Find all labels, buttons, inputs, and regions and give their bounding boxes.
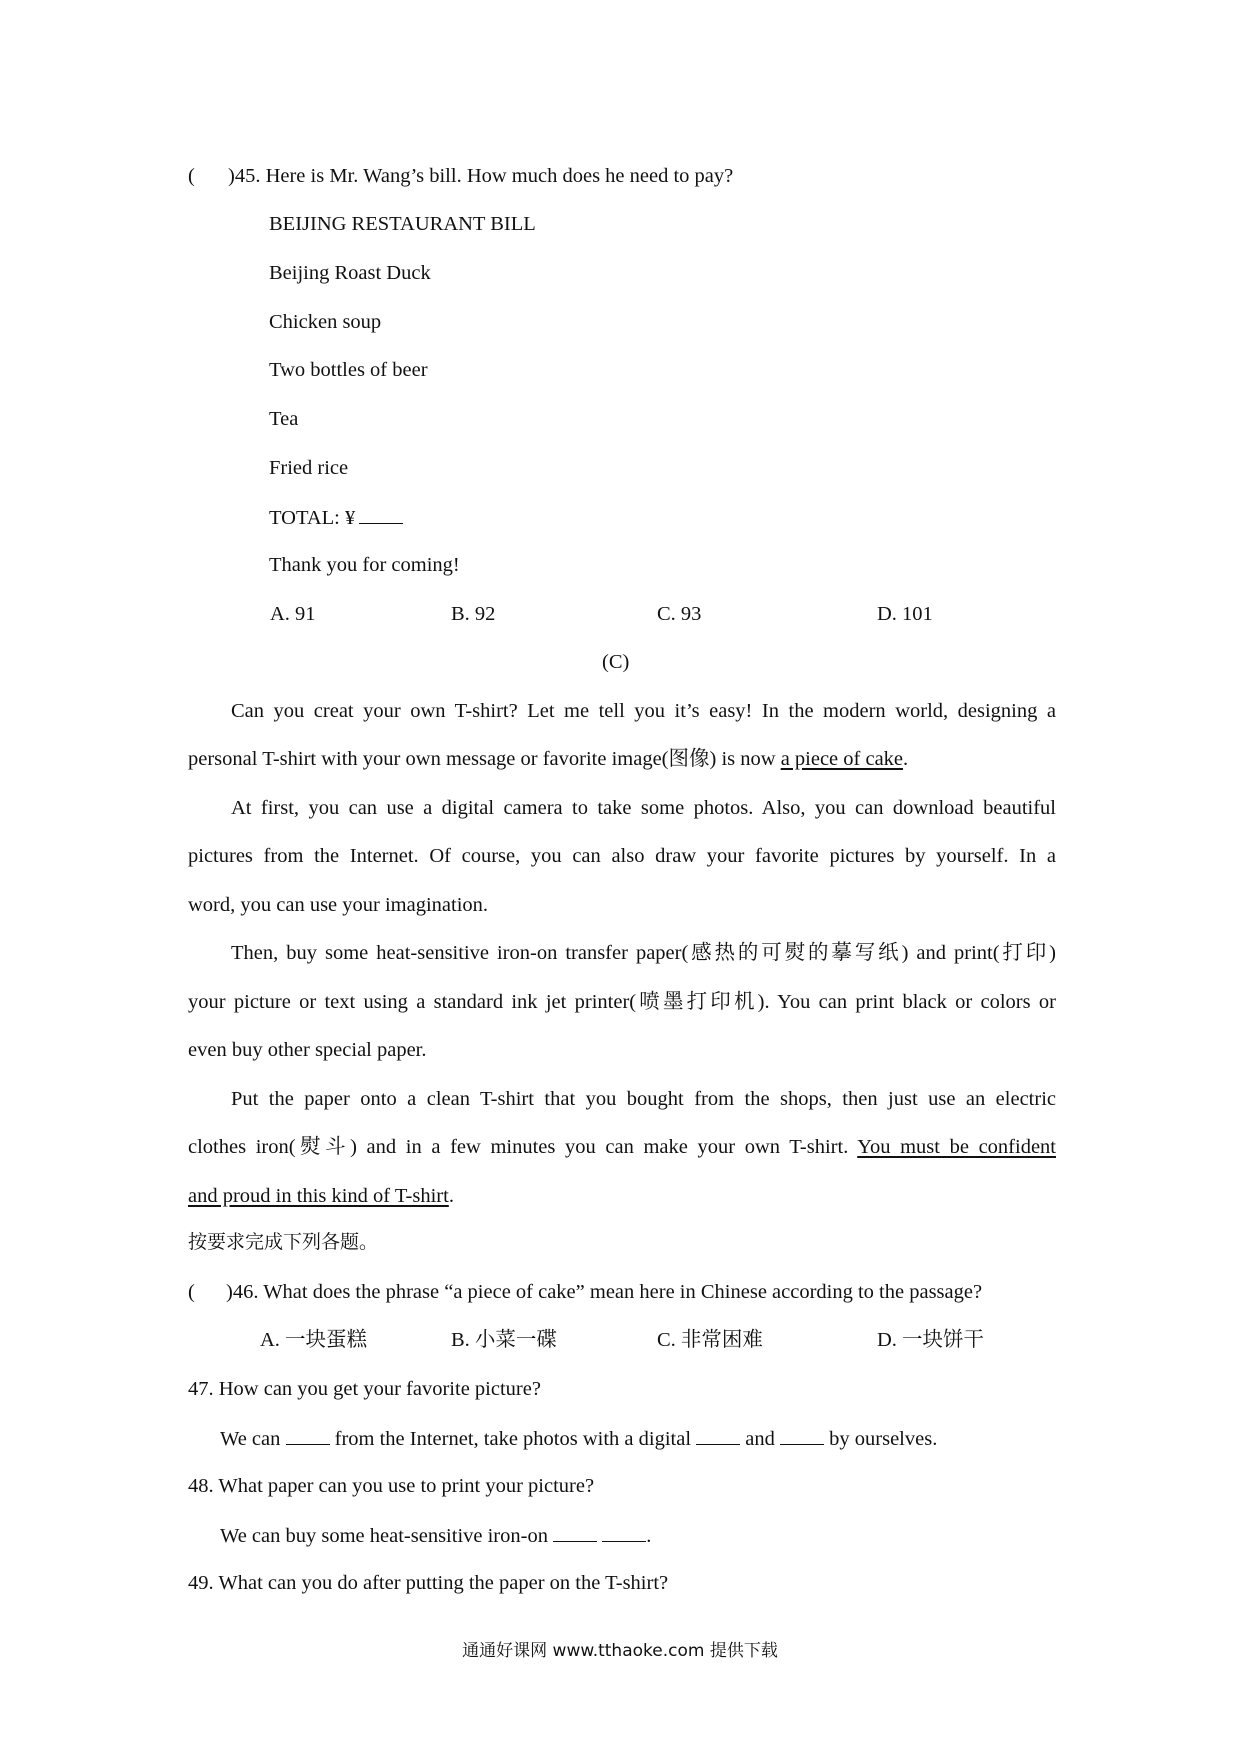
passage-line: even buy other special paper.: [188, 1039, 427, 1061]
q45-option-a: A. 91: [270, 603, 316, 625]
underlined-sentence: You must be confident: [857, 1136, 1056, 1158]
instructions: 按要求完成下列各题。: [188, 1231, 379, 1253]
answer-blank: [602, 1525, 646, 1542]
passage-line: word, you can use your imagination.: [188, 894, 489, 916]
answer-blank: [780, 1428, 824, 1445]
passage-line: Put the paper onto a clean T-shirt that you bought from the shops, then just use an electric: [231, 1088, 1056, 1110]
passage-line: Then, buy some heat-sensitive iron-on transfer paper(感热的可熨的摹写纸) and print(打印): [231, 942, 1056, 964]
underlined-phrase: a piece of cake: [780, 748, 904, 770]
bill-item: Beijing Roast Duck: [269, 262, 431, 284]
q49-question: 49. What can you do after putting the paper on the T-shirt?: [188, 1572, 669, 1594]
bill-title: BEIJING RESTAURANT BILL: [269, 213, 536, 235]
q46-option-d: D. 一块饼干: [877, 1329, 985, 1351]
passage-text: personal T-shirt with your own message or favorite image(图像) is now: [188, 748, 781, 770]
answer-blank: [553, 1525, 597, 1542]
q45-option-b: B. 92: [451, 603, 496, 625]
answer-text: We can: [220, 1428, 286, 1450]
passage-line: [188, 749, 908, 770]
bill-item: Tea: [269, 408, 299, 430]
answer-text: from the Internet, take photos with a digital: [329, 1428, 697, 1450]
q47-answer: [220, 1428, 937, 1450]
answer-blank: [696, 1428, 740, 1445]
passage-text: .: [903, 748, 909, 770]
q48-answer: [220, 1525, 651, 1547]
q47-question: 47. How can you get your favorite picture?: [188, 1378, 541, 1400]
q45-open-paren: (: [188, 165, 195, 187]
q46-open-paren: (: [188, 1281, 195, 1303]
q46-option-c: C. 非常困难: [657, 1329, 763, 1351]
passage-text: clothes iron(熨斗) and in a few minutes you can make your own T-shirt.: [188, 1136, 858, 1158]
bill-item: Chicken soup: [269, 311, 382, 333]
q46-question: )46. What does the phrase “a piece of cake” mean here in Chinese according to the passage?: [226, 1281, 983, 1303]
page-footer: 通通好课网 www.tthaoke.com 提供下载: [462, 1641, 778, 1661]
answer-text: by ourselves.: [824, 1428, 938, 1450]
passage-line: Can you creat your own T-shirt? Let me tell you it’s easy! In the modern world, designing a: [231, 700, 1056, 722]
answer-blank: [286, 1428, 330, 1445]
q46-option-b: B. 小菜一碟: [451, 1329, 557, 1351]
bill-total-label: TOTAL: ¥: [269, 507, 356, 529]
section-c-label: (C): [602, 651, 630, 673]
passage-line: [188, 1137, 1056, 1158]
bill-item: Two bottles of beer: [269, 359, 428, 381]
underlined-sentence: and proud in this kind of T-shirt: [188, 1185, 449, 1207]
q45-option-d: D. 101: [877, 603, 933, 625]
passage-line: [188, 1186, 454, 1207]
q46-option-a: A. 一块蛋糕: [260, 1329, 368, 1351]
q48-question: 48. What paper can you use to print your picture?: [188, 1475, 595, 1497]
answer-blank: [359, 507, 403, 524]
answer-text: and: [740, 1428, 781, 1450]
bill-item: Fried rice: [269, 457, 349, 479]
answer-text: .: [646, 1525, 652, 1547]
bill-thanks: Thank you for coming!: [269, 554, 460, 576]
passage-line: At first, you can use a digital camera to take some photos. Also, you can download beautiful: [231, 797, 1056, 819]
passage-line: your picture or text using a standard ink jet printer(喷墨打印机). You can print black or colors or: [188, 991, 1056, 1013]
q45-question: )45. Here is Mr. Wang’s bill. How much does he need to pay?: [228, 165, 734, 187]
bill-total: [269, 507, 403, 529]
q45-option-c: C. 93: [657, 603, 702, 625]
answer-text: We can buy some heat-sensitive iron-on: [220, 1525, 554, 1547]
passage-text: .: [448, 1185, 454, 1207]
passage-line: pictures from the Internet. Of course, you can also draw your favorite pictures by yourself. In a: [188, 845, 1056, 867]
